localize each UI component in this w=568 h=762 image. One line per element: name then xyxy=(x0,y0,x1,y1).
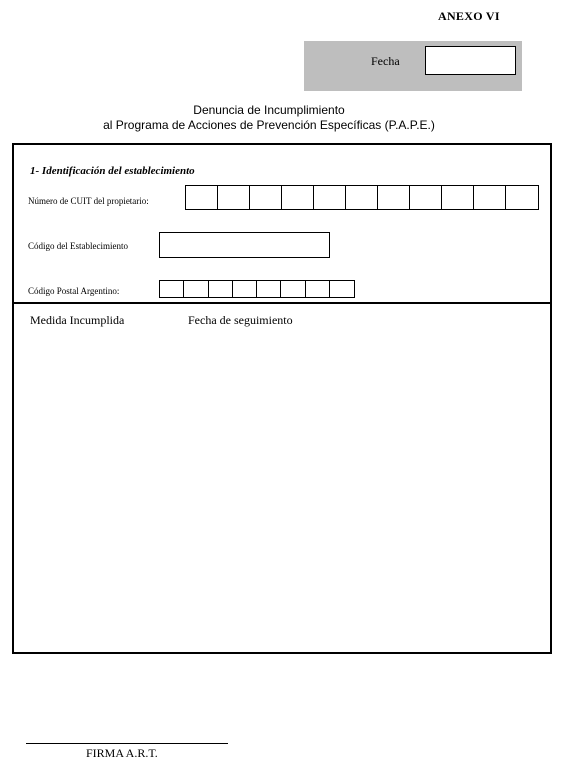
annex-label: ANEXO VI xyxy=(438,9,500,23)
cuit-digit-box[interactable] xyxy=(506,186,538,209)
cuit-field[interactable] xyxy=(185,185,539,210)
postal-code-field[interactable] xyxy=(159,280,355,298)
cuit-digit-box[interactable] xyxy=(410,186,442,209)
cuit-digit-box[interactable] xyxy=(378,186,410,209)
section-title: 1- Identificación del establecimiento xyxy=(30,165,195,177)
postal-code-char-box[interactable] xyxy=(257,281,281,297)
postal-code-char-box[interactable] xyxy=(281,281,305,297)
form-title-line-1: Denuncia de Incumplimiento xyxy=(193,103,345,117)
cuit-digit-box[interactable] xyxy=(282,186,314,209)
cuit-digit-box[interactable] xyxy=(442,186,474,209)
postal-code-char-box[interactable] xyxy=(330,281,354,297)
establishment-code-label: Código del Establecimiento xyxy=(28,241,128,251)
cuit-digit-box[interactable] xyxy=(186,186,218,209)
postal-code-char-box[interactable] xyxy=(160,281,184,297)
form-title-line-2: al Programa de Acciones de Prevención Específicas (P.A.P.E.) xyxy=(103,118,435,132)
form-title xyxy=(0,103,538,133)
section-divider xyxy=(14,302,550,304)
postal-code-label: Código Postal Argentino: xyxy=(28,286,120,296)
date-panel xyxy=(304,41,522,91)
form-box xyxy=(12,143,552,654)
signature-label: FIRMA A.R.T. xyxy=(86,746,158,760)
date-field[interactable] xyxy=(425,46,516,75)
postal-code-char-box[interactable] xyxy=(233,281,257,297)
column-header-fecha-seguimiento: Fecha de seguimiento xyxy=(188,313,293,327)
cuit-digit-box[interactable] xyxy=(250,186,282,209)
postal-code-char-box[interactable] xyxy=(209,281,233,297)
column-header-medida: Medida Incumplida xyxy=(30,313,125,327)
cuit-digit-box[interactable] xyxy=(346,186,378,209)
cuit-digit-box[interactable] xyxy=(314,186,346,209)
cuit-label: Número de CUIT del propietario: xyxy=(28,196,149,206)
cuit-digit-box[interactable] xyxy=(474,186,506,209)
signature-line xyxy=(26,743,228,744)
establishment-code-field[interactable] xyxy=(159,232,330,258)
cuit-digit-box[interactable] xyxy=(218,186,250,209)
postal-code-char-box[interactable] xyxy=(184,281,208,297)
postal-code-char-box[interactable] xyxy=(306,281,330,297)
date-label: Fecha xyxy=(371,54,400,68)
